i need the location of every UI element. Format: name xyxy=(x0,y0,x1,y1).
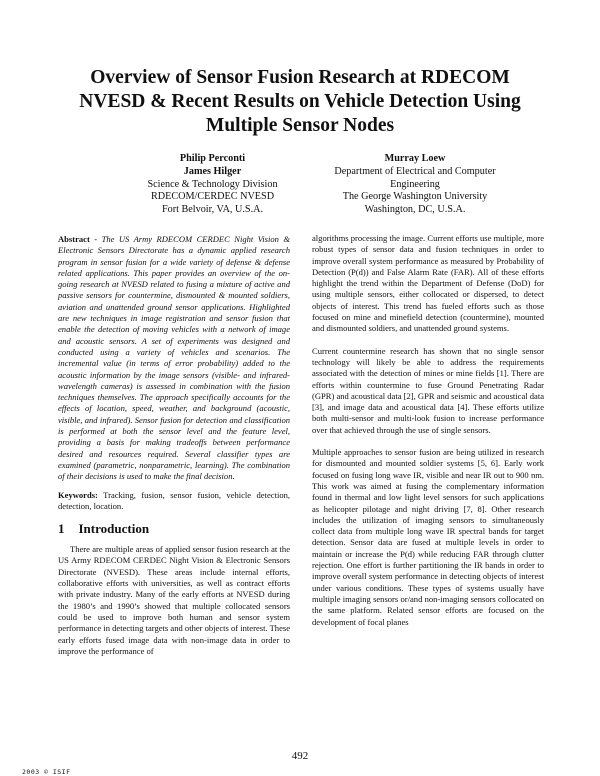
author-name: Philip Perconti xyxy=(179,153,246,164)
body-paragraph: There are multiple areas of applied sensor fusion research at the US Army RDECOM CERDEC Night Vision & Electronic Sensors Directorate (NVESD). These areas include internal efforts, collaborative efforts with universities, as well as contract efforts with private industry. Many of the early efforts at NVESD during the 1980’s and 1990’s showed that multiple collocated sensors could be used to improve both human and sensor system performance in detecting targets and other objects of interest. These early efforts fused image data with non-image data in order to improve the performance of xyxy=(58,544,290,656)
body-paragraph: algorithms processing the image. Current efforts use multiple, more robust types of sensor data and fusion techniques in order to improve overall system performance as measured by Probability of Detection (P(d)) and False Alarm Rate (FAR). All of these efforts highlight the trend within the Department of Defense (DoD) for using multiple sensors, either collocated or dispersed, to detect objects of interest. This trend has fueled efforts such as those focused on mine and minefield detection (countermine), mounted and dismounted soldiers, and unattended ground systems. xyxy=(312,233,544,334)
affiliation-line: RDECOM/CERDEC NVESD xyxy=(150,191,275,203)
affiliation-line: Engineering xyxy=(390,178,440,190)
abstract-text: The US Army RDECOM CERDEC Night Vision & Electronic Sensors Directorate has a dynamic applied research program in sensor fusion for a wide variety of defense & defense related applications. This paper provides an overview of the on-going research at NVESD related to fusing a mixture of active and passive sensors for countermine, dismounted & mounted soldiers, aviation and unattended ground sensor applications. Highlighted are new techniques in image registration and sensor fusion that enable the detection of moving vehicles with a network of image and acoustic sensors. A set of experiments was designed and conducted using a variety of vehicles and scenarios. The incremental value (in terms of error probability) added to the acoustic information by the image sensors (visible- and infrared-wavelength cameras) is assessed in combination with the fusion techniques themselves. The approach specifically accounts for the effects of location, speed, weather, and background (acoustic, visible, and infrared). Sensor fusion for detection and classification is performed at both the sensor level and the feature level, providing a basis for making tradeoffs between performance desired and resources required. Several classifier types are examined (parametric, nonparametric, learning). The combination of their decisions is used to make the final decision. xyxy=(58,234,291,482)
keywords-label: Keywords: xyxy=(58,489,98,500)
body-paragraph: Current countermine research has shown that no single sensor technology will likely be able to address the requirements associated with the detection of mines or mine fields [1]. There are efforts within countermine to fuse Ground Penetrating Radar (GPR) and acoustical data [2], GPR and seismic and acoustical data [3], and image data and acoustical data [4]. These efforts utilize both multi-sensor and multi-look fusion to increase performance over that achieved through the use of single sensors. xyxy=(312,345,544,435)
section-heading xyxy=(58,521,290,537)
affiliation-line: Fort Belvoir, VA, U.S.A. xyxy=(161,204,264,216)
left-column xyxy=(58,234,290,657)
affiliation-line: Science & Technology Division xyxy=(147,178,278,190)
abstract-label: Abstract - xyxy=(58,234,98,244)
affiliation-line: Department of Electrical and Computer xyxy=(334,165,496,177)
section-title: Introduction xyxy=(78,521,150,537)
paper-title: Overview of Sensor Fusion Research at RDECOM NVESD & Recent Results on Vehicle Detection Using Multiple Sensor Nodes xyxy=(79,67,521,136)
author-name: James Hilger xyxy=(183,165,242,177)
body-paragraph: Multiple approaches to sensor fusion are being utilized in research for dismounted and mounted soldier systems [5, 6]. Early work focused on fusing long wave IR, visible and near IR out to 900 nm. This work was aimed at fusing the complementary information found in thermal and low light level sensors for such applications as helicopter pilotage and night driving [7, 8]. Other research includes the utilization of imaging sensors to simultaneously collect data from multiple long wave IR spectral bands for target detection. Sensor data are fused at multiple levels in order to maintain or increase the P(d) while reducing FAR through clutter rejection. One effort is further partitioning the IR bands in order to improve overall system performance in detecting objects of interest under various conditions. These types of systems usually have multiple imaging sensors or/and non-imaging sensors collocated on the same platform. Related sensor efforts are focused on the development of focal planes xyxy=(312,447,544,627)
section-number: 1 xyxy=(58,521,65,537)
author-name: Murray Loew xyxy=(384,153,446,164)
abstract xyxy=(58,234,290,483)
keywords xyxy=(58,490,290,513)
keywords-text: Tracking, fusion, sensor fusion, vehicle detection, detection, location. xyxy=(58,489,290,511)
right-column xyxy=(312,233,544,628)
author-block-left xyxy=(95,153,330,217)
affiliation-line: Washington, DC, U.S.A. xyxy=(364,204,466,216)
page-number: 492 xyxy=(291,750,309,762)
copyright-footer: 2003 © ISIF xyxy=(22,768,71,776)
affiliation-line: The George Washington University xyxy=(342,191,488,203)
author-block-right xyxy=(300,153,530,217)
